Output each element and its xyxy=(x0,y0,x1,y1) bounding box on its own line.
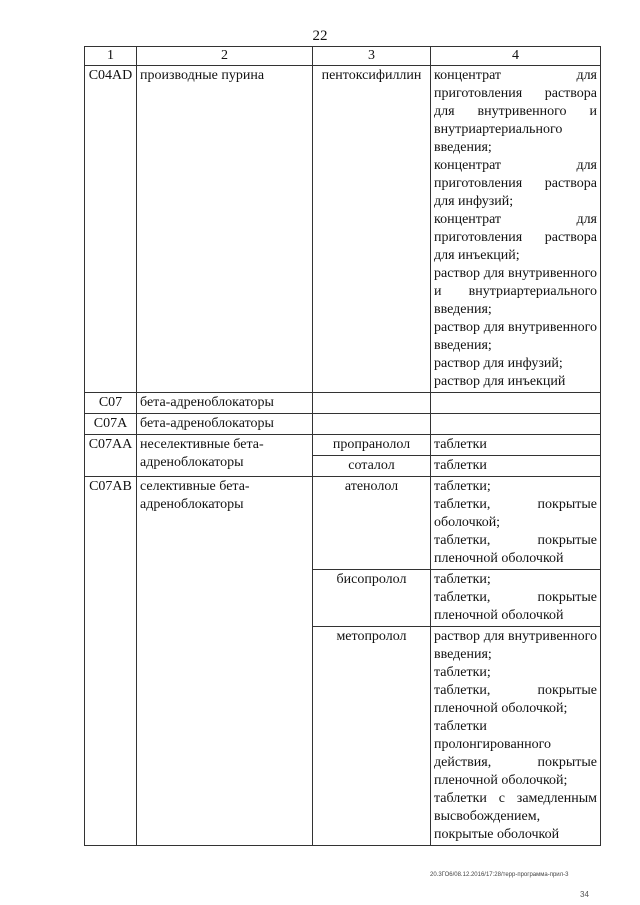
group-name-cell: селективные бета-адреноблокаторы xyxy=(137,477,313,846)
dosage-form-item xyxy=(434,394,597,412)
table-row xyxy=(85,393,601,414)
column-header: 4 xyxy=(431,47,601,66)
group-name-cell: бета-адреноблокаторы xyxy=(137,414,313,435)
column-header: 1 xyxy=(85,47,137,66)
drug-name-cell: атенолол xyxy=(313,477,431,570)
dosage-form-item: концентрат для приготовления раствора для инъекций; xyxy=(434,212,597,263)
atc-code-cell: C07 xyxy=(85,393,137,414)
dosage-form-item: таблетки, покрытые пленочной оболочкой xyxy=(434,590,597,623)
dosage-forms-cell xyxy=(431,435,601,456)
table-header-row xyxy=(85,47,601,66)
drug-name-cell: пропранолол xyxy=(313,435,431,456)
atc-code-cell: C07AA xyxy=(85,435,137,477)
group-name-cell: неселективные бета-адреноблокаторы xyxy=(137,435,313,477)
dosage-form-item: таблетки; xyxy=(434,572,491,587)
dosage-form-item: таблетки xyxy=(434,458,487,473)
dosage-forms-cell xyxy=(431,570,601,627)
drug-name-cell: метопролол xyxy=(313,627,431,846)
group-name-cell: бета-адреноблокаторы xyxy=(137,393,313,414)
dosage-form-item: таблетки с замедленным высвобождением, покрытые оболочкой xyxy=(434,791,597,842)
drug-name-cell xyxy=(313,414,431,435)
dosage-form-item: таблетки, покрытые оболочкой; xyxy=(434,497,597,530)
dosage-forms-cell xyxy=(431,456,601,477)
dosage-form-item: таблетки пролонгированного действия, покрытые пленочной оболочкой; xyxy=(434,719,597,788)
dosage-form-item: концентрат для приготовления раствора для внутривенного и внутриартериального введения; xyxy=(434,68,597,155)
atc-code-cell: C07AB xyxy=(85,477,137,846)
dosage-form-item: раствор для внутривенного и внутриартериального введения; xyxy=(434,266,597,317)
dosage-forms-cell xyxy=(431,393,601,414)
drug-name-cell: соталол xyxy=(313,456,431,477)
dosage-form-item: таблетки; xyxy=(434,665,491,680)
table-row xyxy=(85,414,601,435)
column-header: 3 xyxy=(313,47,431,66)
drug-name-cell: бисопролол xyxy=(313,570,431,627)
dosage-form-item: раствор для инфузий; xyxy=(434,356,563,371)
dosage-form-item: раствор для инъекций xyxy=(434,374,566,389)
footer-mark: 34 xyxy=(580,890,589,899)
drug-list-table xyxy=(84,46,601,846)
dosage-forms-cell xyxy=(431,66,601,393)
dosage-form-item: таблетки xyxy=(434,437,487,452)
dosage-forms-cell xyxy=(431,414,601,435)
dosage-form-item: концентрат для приготовления раствора для инфузий; xyxy=(434,158,597,209)
drug-name-cell: пентоксифиллин xyxy=(313,66,431,393)
dosage-form-item: раствор для внутривенного введения; xyxy=(434,629,597,662)
dosage-forms-cell xyxy=(431,477,601,570)
drug-name-cell xyxy=(313,393,431,414)
table-row xyxy=(85,435,601,456)
column-header: 2 xyxy=(137,47,313,66)
dosage-form-item: раствор для внутривенного введения; xyxy=(434,320,597,353)
dosage-forms-cell xyxy=(431,627,601,846)
dosage-form-item: таблетки, покрытые пленочной оболочкой; xyxy=(434,683,597,716)
dosage-form-item: таблетки, покрытые пленочной оболочкой xyxy=(434,533,597,566)
atc-code-cell: C07A xyxy=(85,414,137,435)
dosage-form-item: таблетки; xyxy=(434,479,491,494)
atc-code-cell: C04AD xyxy=(85,66,137,393)
table-body xyxy=(85,66,601,846)
page-number: 22 xyxy=(312,28,328,44)
footer-stamp: 20.3ГО6/08.12.2016/17:28/терр-программа-прил-3 xyxy=(430,872,569,878)
table-row xyxy=(85,66,601,393)
group-name-cell: производные пурина xyxy=(137,66,313,393)
dosage-form-item xyxy=(434,415,597,433)
table-row xyxy=(85,477,601,570)
